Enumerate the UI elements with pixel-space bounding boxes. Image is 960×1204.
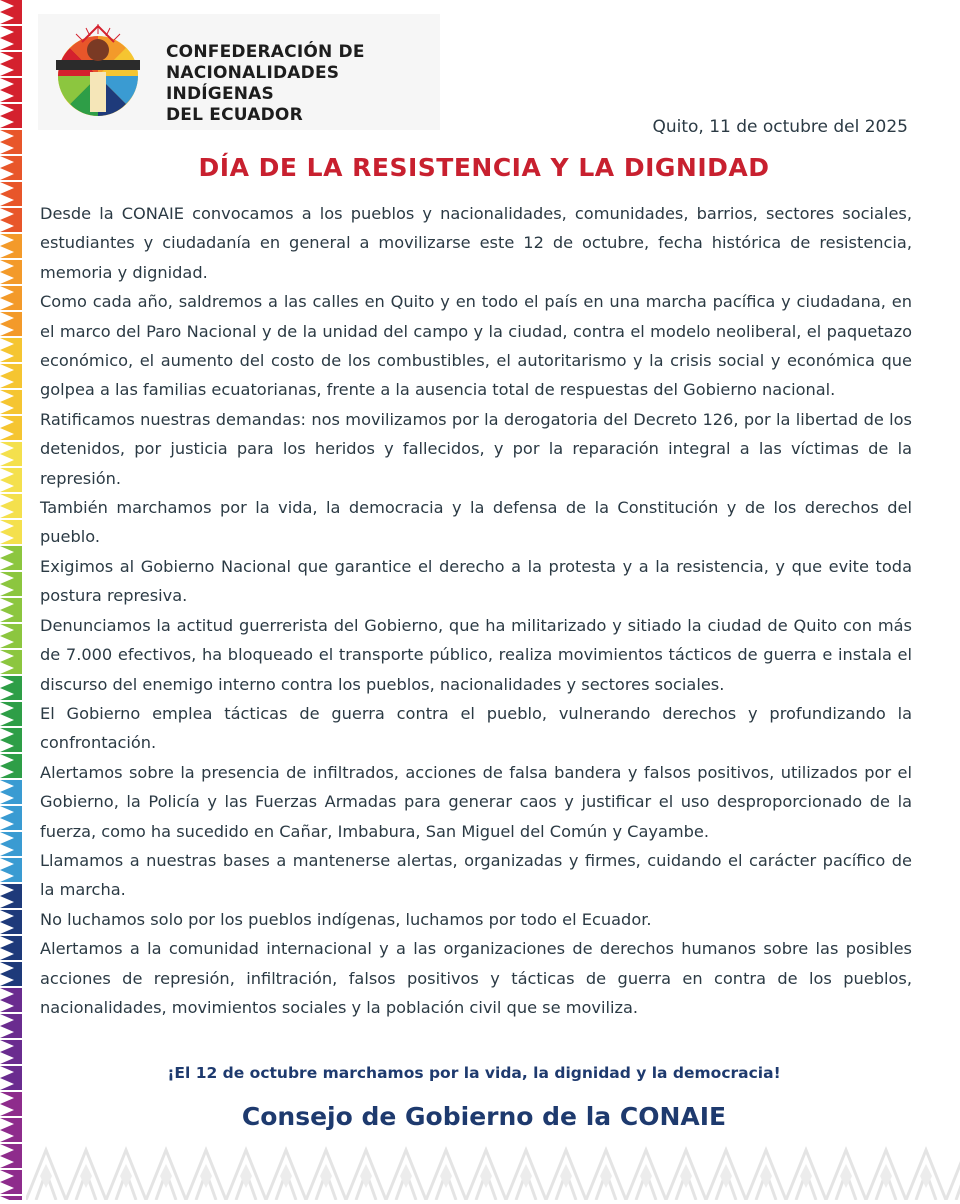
pattern-motif [946,1150,960,1200]
paragraph: El Gobierno emplea tácticas de guerra contra el pueblo, vulnerando derechos y profundizando la confrontación. [40,703,912,753]
closing-slogan: ¡El 12 de octubre marchamos por la vida, la dignidad y la democracia! [167,1064,781,1082]
paragraph: Llamamos a nuestras bases a mantenerse alertas, organizadas y firmes, cuidando el carácter pacífico de la marcha. [40,850,912,900]
paragraph: Alertamos a la comunidad internacional y a las organizaciones de derechos humanos sobre las posibles acciones de represión, infiltración, falsos positivos y tácticas de guerra en contra de los pueblos, nacionalidades, movimientos sociales y la población civil que se moviliza. [40,939,912,1017]
organization-name: CONFEDERACIÓN DE NACIONALIDADES INDÍGENAS DEL ECUADOR [166,42,365,125]
document-date: Quito, 11 de octubre del 2025 [652,117,908,137]
paragraph: Denunciamos la actitud guerrerista del Gobierno, que ha militarizado y sitiado la ciudad de Quito con más de 7.000 efectivos, ha bloqueado el transporte público, realiza movimientos tácticos de guerra e instala el discurso del enemigo interno contra los pueblos, nacionalidades y sectores sociales. [40,615,912,694]
paragraph: Ratificamos nuestras demandas: nos movilizamos por la derogatoria del Decreto 126, por la libertad de los detenidos, por justicia para los heridos y fallecidos, y por la reparación integral a las víctimas de la represión. [40,409,912,488]
header-logo [38,14,440,130]
paragraph: Alertamos sobre la presencia de infiltrados, acciones de falsa bandera y falsos positivos, utilizados por el Gobierno, la Policía y las Fuerzas Armadas para generar caos y justificar el uso desproporcionado de la fuerza, como ha sucedido en Cañar, Imbabura, San Miguel del Común y Cayambe. [40,762,912,841]
paragraph: Desde la CONAIE convocamos a los pueblos y nacionalidades, comunidades, barrios, sectores sociales, estudiantes y ciudadanía en general a movilizarse este 12 de octubre, fecha histórica de resistencia, memoria y dignidad. [40,204,912,282]
statement-body [40,199,912,1022]
paragraph: Como cada año, saldremos a las calles en Quito y en todo el país en una marcha pacífica y ciudadana, en el marco del Paro Nacional y de la unidad del campo y la ciudad, contra el modelo neoliberal, el paquetazo económico, el aumento del costo de los combustibles, el autoritarismo y la crisis social y económica que golpea a las familias ecuatorianas, frente a la ausencia total de respuestas del Gobierno nacional. [40,292,912,400]
paragraph: También marchamos por la vida, la democracia y la defensa de la Constitución y de los derechos del pueblo. [40,498,912,547]
paragraph: Exigimos al Gobierno Nacional que garantice el derecho a la protesta y a la resistencia, y que evite toda postura represiva. [40,556,912,606]
document-title: DÍA DE LA RESISTENCIA Y LA DIGNIDAD [198,153,770,182]
signature: Consejo de Gobierno de la CONAIE [241,1102,727,1131]
conaie-emblem-icon [46,20,150,124]
paragraph: No luchamos solo por los pueblos indígenas, luchamos por todo el Ecuador. [40,909,652,929]
bottom-decorative-pattern [26,1142,960,1200]
